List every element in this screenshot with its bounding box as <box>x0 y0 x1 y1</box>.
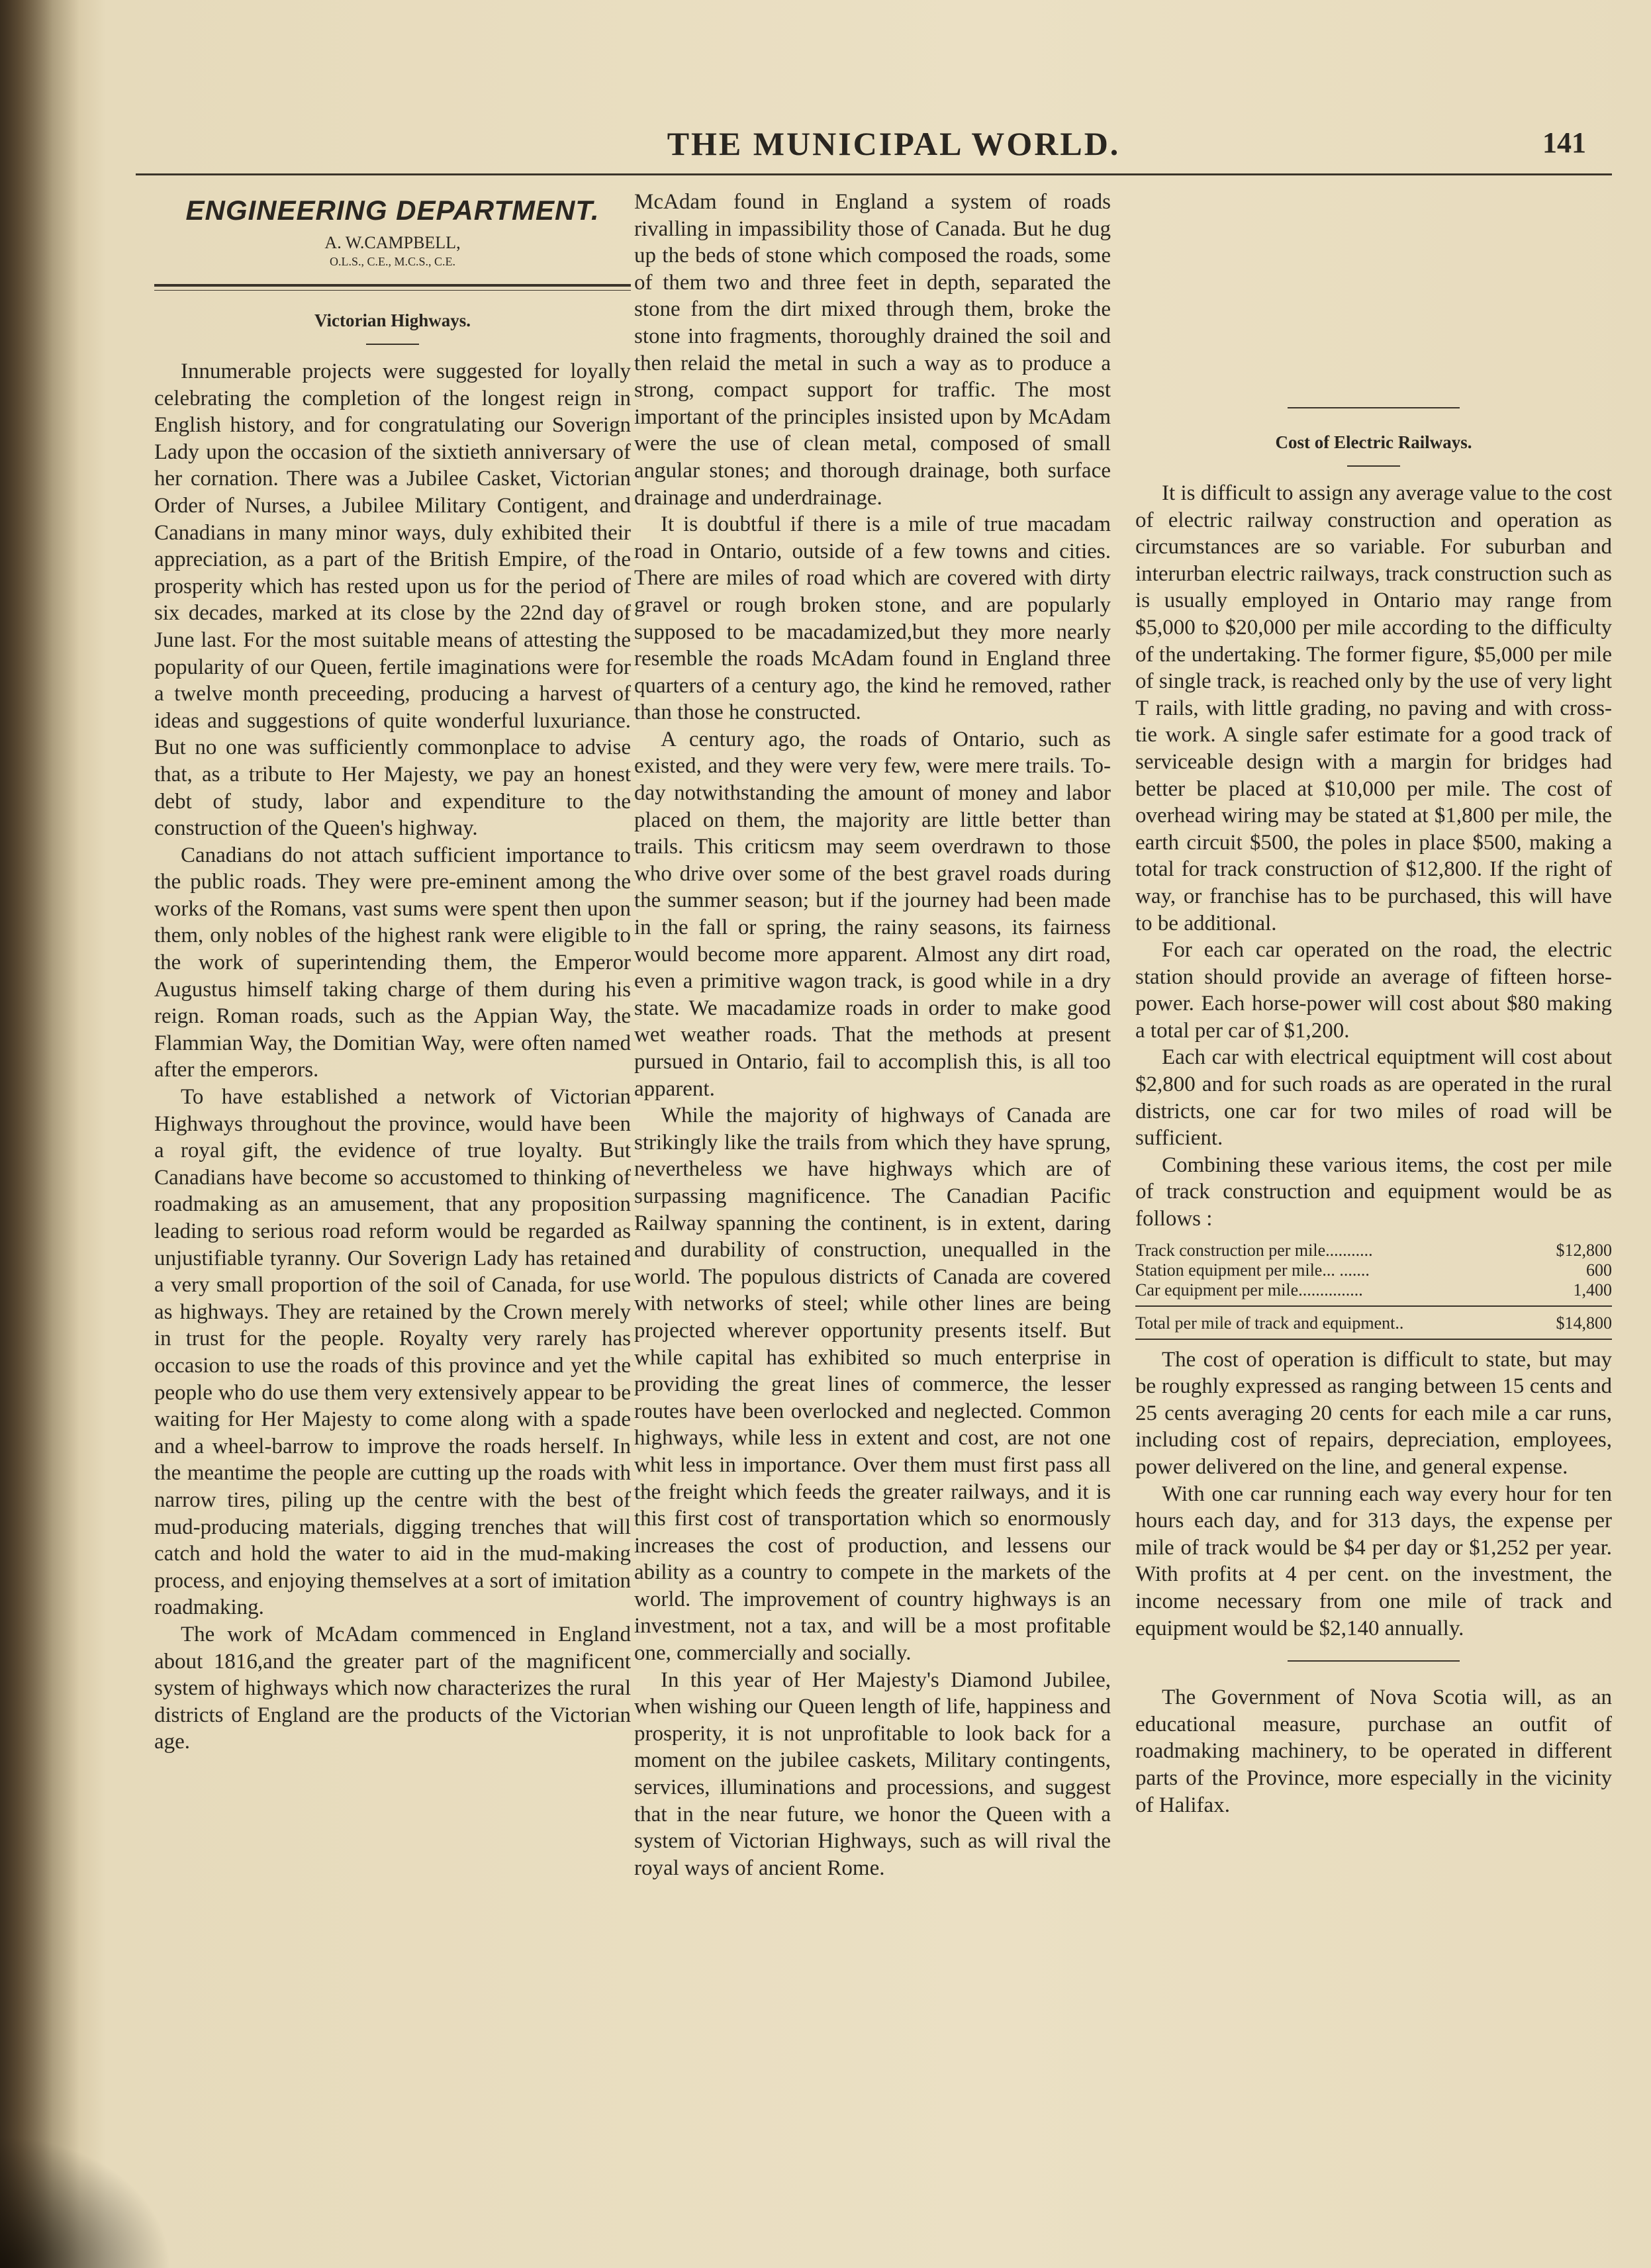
cost-row <box>1135 1280 1612 1300</box>
header-rule <box>136 173 1612 175</box>
cost-row <box>1135 1260 1612 1280</box>
table-rule <box>1135 1339 1612 1340</box>
book-spine-shadow <box>0 0 79 2268</box>
paragraph: In this year of Her Majesty's Diamond Jubilee, when wishing our Queen length of life, happiness and prosperity, it is not unprofitable to look back for a moment on the jubilee caskets, Military contingents, services, illuminations and processions, and suggest that in the near future, we honor the Queen with a system of Victorian Highways, such as will rival the royal ways of ancient Rome. <box>634 1668 1111 1880</box>
cost-total-value: $14,800 <box>1556 1313 1612 1333</box>
paragraph: A century ago, the roads of Ontario, such as existed, and they were very few, were mere trails. To-day notwithstanding the amount of money and labor placed on them, the majority are little better than trails. This criticsm may seem overdrawn to those who drive over some of the best gravel roads during the summer season; but if the journey had been made in the fall or spring, the rainy seasons, its fairness would become more apparent. Almost any dirt road, even a primitive wagon track, is good while in a dry state. We macadamize roads in order to make good wet weather roads. That the methods at present pursued in Ontario, fail to accomplish this, is all too apparent. <box>634 727 1111 1101</box>
paragraph: To have established a network of Victorian Highways throughout the province, would have been a royal gift, the evidence of true loyalty. But Canadians have become so accustomed to thinking of roadmaking as an amusement, that any proposition leading to serious road reform would be regarded as unjustifiable tyranny. Our Soverign Lady has retained a very small proportion of the soil of Canada, for use as highways. They are retained by the Crown merely in trust for the people. Royalty very rarely has occasion to use the roads of this province and yet the people who do use them very extensively appear to be waiting for Her Majesty to come along with a spade and a wheel-barrow to improve the roads herself. In the meantime the people are cutting up the roads with narrow tires, piling up the centre with the best of mud-producing materials, digging trenches that will catch and hold the water to aid in the mud-making process, and enjoying themselves at a sort of imitation roadmaking. <box>154 1085 631 1620</box>
cost-total-label: Total per mile of track and equipment.. <box>1135 1313 1404 1333</box>
paragraph: It is difficult to assign any average value to the cost of electric railway construction and operation as circumstances are so variable. For suburban and interurban electric railways, track construction such as is usually employed in Ontario may range from $5,000 to $20,000 per mile according to the difficulty of the undertaking. The former figure, $5,000 per mile of single track, is reached only by the use of very light T rails, with little grading, no paving and with cross-tie work. A single safer estimate for a good track of serviceable design with a margin for bridges had better be placed at $10,000 per mile. The cost of overhead wiring may be stated at $1,800 per mile, the earth circuit $500, the poles in place $500, making a total for track construction of $12,800. If the right of way, or franchise has to be purchased, this will have to be additional. <box>1135 481 1612 935</box>
article-title-victorian-highways: Victorian Highways. <box>314 310 471 330</box>
author-name: A. W.CAMPBELL, <box>324 233 461 252</box>
paragraph: For each car operated on the road, the electric station should provide an average of fifteen horse-power. Each horse-power will cost about $80 making a total per car of $1,200. <box>1135 938 1612 1043</box>
table-rule <box>1135 1305 1612 1307</box>
paragraph: McAdam found in England a system of roads rivalling in impassibility those of Canada. But he dug up the beds of stone which composed the roads, some of them two and three feet in depth, separated the stone from the dirt mixed through them, broke the stone into fragments, thoroughly drained the soil and then relaid the metal in such a way as to produce a strong, compact support for traffic. The most important of the principles insisted upon by McAdam were the use of clean metal, composed of small angular stones; and thorough drainage, both surface drainage and underdrainage. <box>634 190 1111 510</box>
running-head-title: THE MUNICIPAL WORLD. <box>667 125 1121 162</box>
paragraph: With one car running each way every hour for ten hours each day, and for 313 days, the expense per mile of track would be $4 per day or $1,252 per year. With profits at 4 per cent. on the investment, the income necessary from one mile of track and equipment would be $2,140 annually. <box>1135 1482 1612 1640</box>
column-1 <box>154 189 631 1756</box>
cost-table <box>1135 1241 1612 1340</box>
cost-label: Station equipment per mile... ....... <box>1135 1260 1370 1280</box>
department-rule <box>154 284 631 291</box>
cost-label: Car equipment per mile............... <box>1135 1280 1363 1299</box>
cost-value: 600 <box>1586 1260 1612 1280</box>
page-number: 141 <box>1542 126 1586 159</box>
paragraph: The Government of Nova Scotia will, as an educational measure, purchase an outfit of roadmaking machinery, to be operated in different parts of the Province, more especially in the vicinity of Halifax. <box>1135 1685 1612 1817</box>
paragraph: Combining these various items, the cost per mile of track construction and equipment would be as follows : <box>1135 1153 1612 1231</box>
section-divider <box>1288 407 1460 408</box>
page-corner-shadow <box>0 2136 172 2268</box>
cost-row <box>1135 1241 1612 1260</box>
cost-label: Track construction per mile........... <box>1135 1240 1373 1260</box>
cost-value: 1,400 <box>1573 1280 1612 1299</box>
paragraph: The work of McAdam commenced in England about 1816,and the greater part of the magnificent system of highways which now characterizes the rural districts of England are the products of the Victorian age. <box>154 1622 631 1754</box>
cost-value: $12,800 <box>1556 1240 1612 1260</box>
paragraph: It is doubtful if there is a mile of true macadam road in Ontario, outside of a few towns and cities. There are miles of road which are covered with dirty gravel or rough broken stone, and are popularly supposed to be macadamized,but they more nearly resemble the roads McAdam found in England three quarters of a century ago, the kind he removed, rather than those he constructed. <box>634 512 1111 725</box>
paragraph: The cost of operation is difficult to state, but may be roughly expressed as ranging between 15 cents and 25 cents averaging 20 cents for each mile a car runs, including cost of repairs, depreciation, employees, power delivered on the line, and general expense. <box>1135 1347 1612 1479</box>
article-title-electric-railways: Cost of Electric Railways. <box>1275 432 1472 452</box>
author-degrees: O.L.S., C.E., M.C.S., C.E. <box>329 255 456 268</box>
department-title: ENGINEERING DEPARTMENT. <box>185 195 600 226</box>
paragraph: While the majority of highways of Canada are strikingly like the trails from which they have sprung, nevertheless we have highways which are of surpassing magnificence. The Canadian Pacific Railway spanning the continent, is in extent, daring and durability of construction, unequalled in the world. The populous districts of Canada are covered with networks of steel; while other lines are being projected wherever opportunity presents itself. But while capital has exhibited so much enterprise in providing the great lines of commerce, the lesser routes have been overlocked and neglected. Common highways, while less in extent and cost, are not one whit less in importance. Over them must first pass all the freight which feeds the greater railways, and it is this first cost of transportation which so enormously increases the cost of production, and lessens our ability as a country to compete in the markets of the world. The improvement of country highways is an investment, not a tax, and will be a most profitable one, commercially and socially. <box>634 1104 1111 1666</box>
paragraph: Innumerable projects were suggested for loyally celebrating the completion of the longest reign in English history, and for congratulating our Soverign Lady upon the occasion of the sixtieth anniversary of her cornation. There was a Jubilee Casket, Victorian Order of Nurses, a Jubilee Military Contigent, and Canadians in many minor ways, duly exhibited their appreciation, as a part of the British Empire, of the prosperity which has rested upon us for the period of six decades, marked at its close by the 22nd day of June last. For the most suitable means of attesting the popularity of our Queen, fertile imaginations were for a twelve month preceeding, producing a harvest of ideas and suggestions of quite wonderful luxuriance. But no one was sufficiently commonplace to advise that, as a tribute to Her Majesty, we pay an honest debt of study, labor and expenditure to the construction of the Queen's highway. <box>154 359 631 841</box>
column-2 <box>634 189 1111 1881</box>
cost-total-row <box>1135 1313 1612 1333</box>
title-divider <box>366 344 419 345</box>
paragraph: Canadians do not attach sufficient importance to the public roads. They were pre-eminent among the works of the Romans, vast sums were spent then upon them, only nobles of the highest rank were eligible to the work of superintending them, the Emperor Augustus himself taking charge of them during his reign. Roman roads, such as the Appian Way, the Flammian Way, the Domitian Way, were often named after the emperors. <box>154 843 631 1082</box>
paragraph: Each car with electrical equiptment will cost about $2,800 and for such roads as are operated in the rural districts, one car for two miles of road will be sufficient. <box>1135 1045 1612 1151</box>
section-divider <box>1288 1660 1460 1662</box>
title-divider <box>1347 465 1400 467</box>
column-3 <box>1135 189 1612 1819</box>
